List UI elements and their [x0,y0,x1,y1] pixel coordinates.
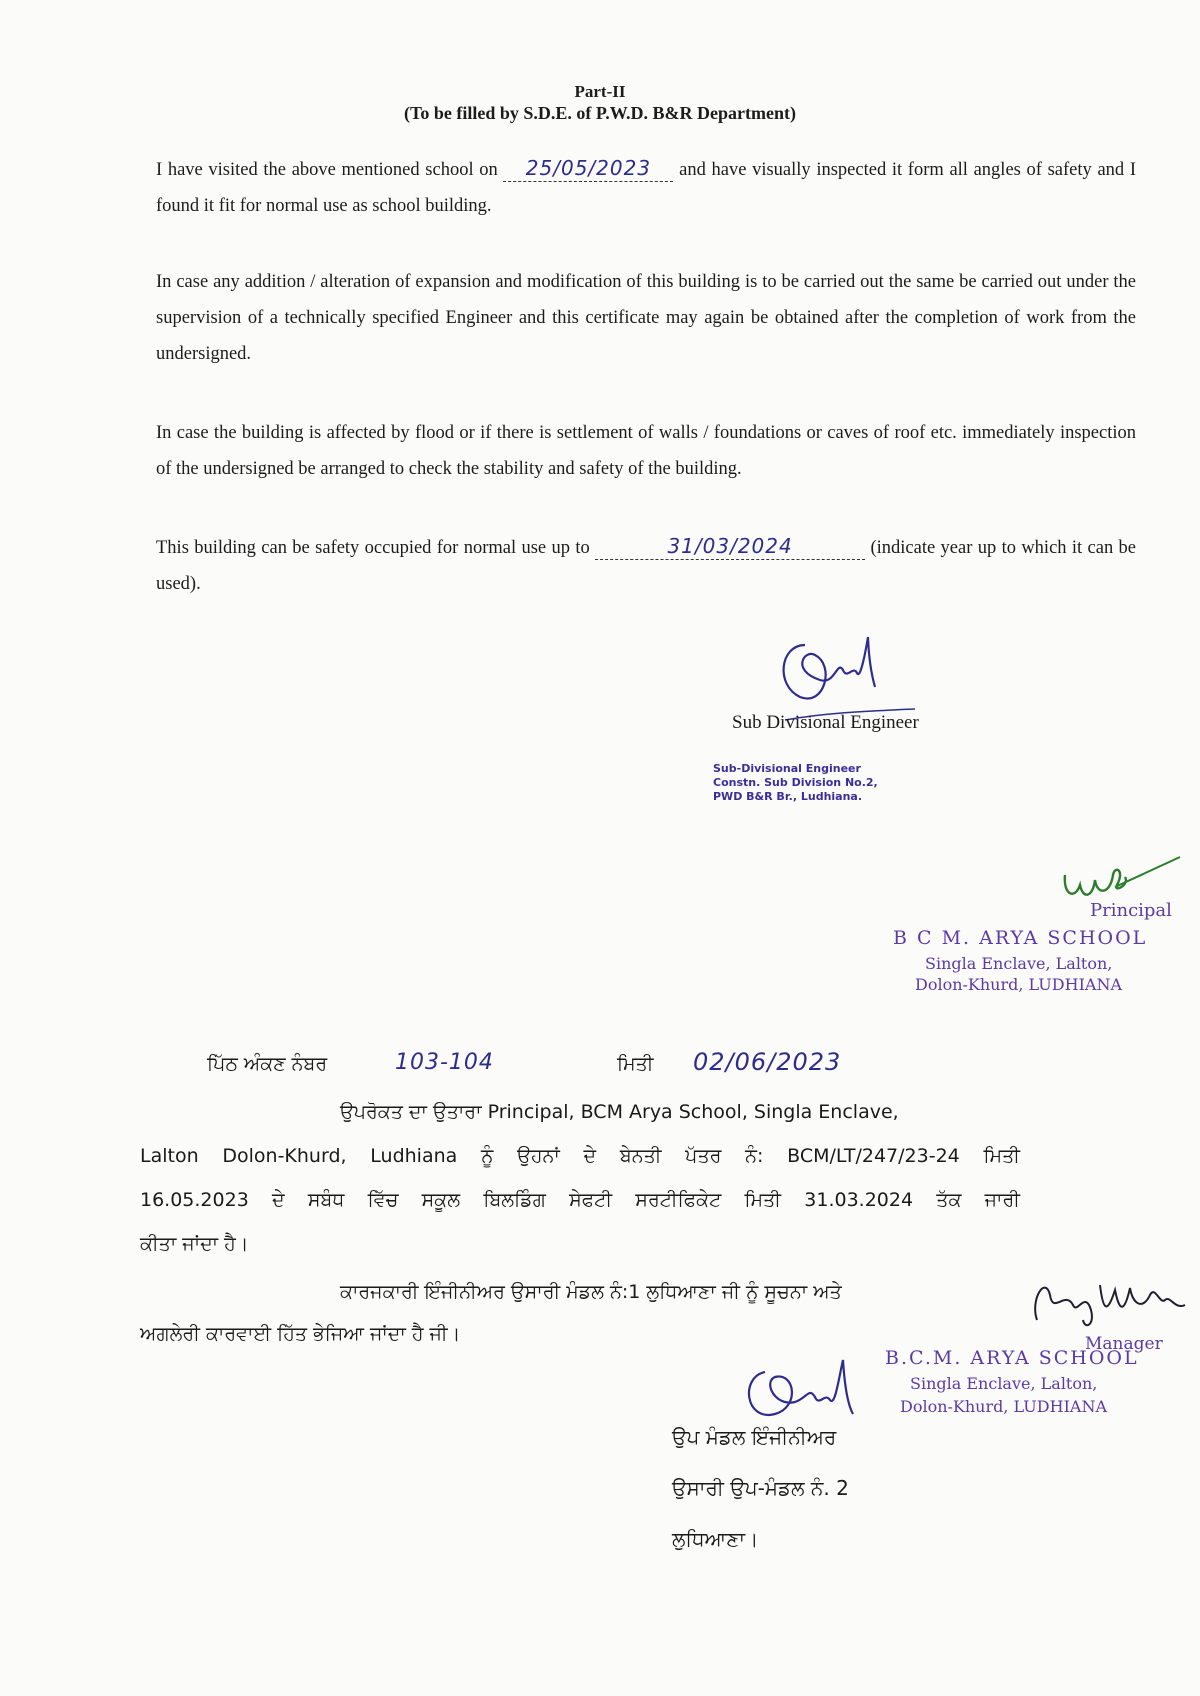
endorsement-date-value: 02/06/2023 [693,1048,842,1076]
part-subtitle: (To be filled by S.D.E. of P.W.D. B&R Department) [403,103,797,123]
principal-address2: Dolon-Khurd, LUDHIANA [915,975,1122,994]
part-heading: Part-II [574,82,626,101]
endorsement-line4: ਕੀਤਾ ਜਾਂਦਾ ਹੈ। [140,1233,249,1255]
sde-stamp-line3: PWD B&R Br., Ludhiana. [713,790,863,803]
visit-text-a: I have visited the above mentioned school on [156,160,498,180]
principal-address1: Singla Enclave, Lalton, [925,954,1113,973]
visit-paragraph [156,152,1136,224]
modification-paragraph: In case any addition / alteration of expansion and modification of this building is to be carried out the same be carried out under the supervision of a technically specified Engineer and this certificate may again be obtained after the completion of work from the undersigned. [156,272,1136,364]
forward-line2: ਅਗਲੇਰੀ ਕਾਰਵਾਈ ਹਿੱਤ ਭੇਜਿਆ ਜਾਂਦਾ ਹੈ ਜੀ। [140,1323,461,1345]
sde-stamp-line2: Constn. Sub Division No.2, [713,776,878,789]
sde-signature-label: Sub Divisional Engineer [732,712,919,733]
manager-address1: Singla Enclave, Lalton, [910,1374,1098,1393]
occupancy-text-b: (indicate year up to which it can be used). [156,538,1137,594]
visit-date: 25/05/2023 [525,156,652,180]
sde-stamp [713,762,878,804]
sign-line2: ਉਸਾਰੀ ਉਪ-ਮੰਡਲ ਨੰ. 2 [672,1476,849,1500]
sign-line3: ਲੁਧਿਆਣਾ। [672,1527,759,1551]
manager-address2: Dolon-Khurd, LUDHIANA [900,1397,1107,1416]
endorsement-number-label: ਪਿੱਠ ਅੰਕਣ ਨੰਬਰ [207,1053,328,1075]
forward-line1: ਕਾਰਜਕਾਰੀ ਇੰਜੀਨੀਅਰ ਉਸਾਰੀ ਮੰਡਲ ਨੰ:1 ਲੁਧਿਆਣਾ ਜੀ ਨੂੰ ਸੂਚਨਾ ਅਤੇ [340,1281,842,1303]
principal-role: Principal [1090,900,1172,921]
occupancy-paragraph [156,530,1136,602]
manager-signature [1025,1270,1200,1330]
manager-school-name: B.C.M. ARYA SCHOOL [885,1347,1139,1369]
endorsement-date-label: ਮਿਤੀ [617,1053,654,1075]
occupancy-text-a: This building can be safety occupied for normal use up to [156,538,590,558]
manager-role: Manager [1085,1334,1163,1354]
visit-text-b: and have visually inspected it form all angles of safety and I found it fit for normal use as school building. [156,160,1136,216]
sign-line1: ਉਪ ਮੰਡਲ ਇੰਜੀਨੀਅਰ [672,1425,837,1449]
endorsement-line3: 16.05.2023 ਦੇ ਸਬੰਧ ਵਿੱਚ ਸਕੂਲ ਬਿਲਡਿੰਗ ਸੇਫਟੀ ਸਰਟੀਫਿਕੇਟ ਮਿਤੀ 31.03.2024 ਤੱਕ ਜਾਰੀ [140,1189,1020,1211]
endorsement-line1: ਉਪਰੋਕਤ ਦਾ ਉਤਾਰਾ Principal, BCM Arya School, Singla Enclave, [340,1101,899,1123]
endorsement-line2: Lalton Dolon-Khurd, Ludhiana ਨੂੰ ਉਹਨਾਂ ਦੇ ਬੇਨਤੀ ਪੱਤਰ ਨੰ: BCM/LT/247/23-24 ਮਿਤੀ [140,1145,1020,1167]
visit-date-blank [503,157,673,182]
sde-stamp-line1: Sub-Divisional Engineer [713,762,861,775]
valid-until-date: 31/03/2024 [667,534,793,558]
flood-paragraph: In case the building is affected by flood or if there is settlement of walls / foundations or caves of roof etc. immediately inspection of the undersigned be arranged to check the stability and safety of the building. [156,423,1136,479]
principal-school-name: B C M. ARYA SCHOOL [893,927,1148,949]
valid-until-blank [595,535,865,560]
endorsement-number-value: 103-104 [395,1050,494,1075]
